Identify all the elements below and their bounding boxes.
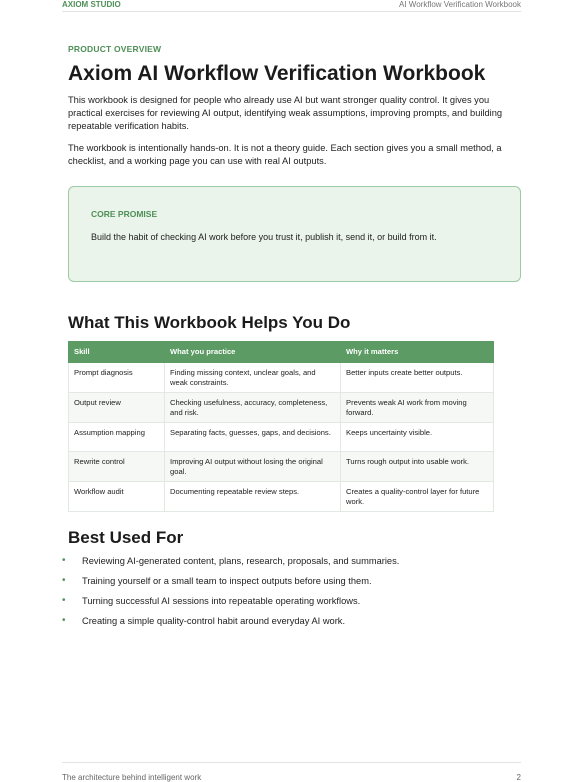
bullet-icon: • [62, 555, 66, 566]
helps-section-title: What This Workbook Helps You Do [68, 313, 351, 332]
table-cell: Output review [69, 393, 165, 423]
list-item [62, 594, 522, 614]
list-item [62, 614, 522, 634]
table-cell: Rewrite control [69, 452, 165, 482]
page-header [62, 0, 521, 12]
list-item-text: Reviewing AI-generated content, plans, research, proposals, and summaries. [82, 556, 400, 566]
table-cell: Creates a quality-control layer for future work. [341, 482, 494, 512]
list-item-text: Creating a simple quality-control habit around everyday AI work. [82, 616, 346, 626]
best-used-section-title: Best Used For [68, 528, 184, 547]
column-header-skill: Skill [69, 342, 165, 363]
table-cell: Workflow audit [69, 482, 165, 512]
table-cell: Checking usefulness, accuracy, completeness, and risk. [165, 393, 341, 423]
skills-table [68, 341, 494, 512]
bullet-icon: • [62, 595, 66, 606]
table-row [69, 393, 494, 423]
core-promise-callout [68, 186, 521, 282]
intro-paragraph-2: The workbook is intentionally hands-on. It is not a theory guide. Each section gives you a small method, a checklist, and a working page you can use with real AI outputs. [68, 143, 502, 166]
footer-tagline: The architecture behind intelligent work [62, 773, 202, 782]
core-promise-label: CORE PROMISE [91, 209, 158, 219]
table-row [69, 423, 494, 452]
table-row [69, 482, 494, 512]
header-document-title: AI Workflow Verification Workbook [399, 0, 521, 9]
page-number: 2 [516, 773, 521, 782]
list-item-text: Training yourself or a small team to inspect outputs before using them. [82, 576, 372, 586]
column-header-practice: What you practice [165, 342, 341, 363]
table-cell: Documenting repeatable review steps. [165, 482, 341, 512]
table-cell: Keeps uncertainty visible. [341, 423, 494, 452]
page-title: Axiom AI Workflow Verification Workbook [68, 62, 486, 85]
table-cell: Assumption mapping [69, 423, 165, 452]
table-cell: Finding missing context, unclear goals, and weak constraints. [165, 363, 341, 393]
column-header-why: Why it matters [341, 342, 494, 363]
list-item [62, 554, 522, 574]
best-used-list [62, 554, 522, 634]
table-header-row [69, 342, 494, 363]
table-cell: Prompt diagnosis [69, 363, 165, 393]
table-cell: Prevents weak AI work from moving forward. [341, 393, 494, 423]
list-item-text: Turning successful AI sessions into repeatable operating workflows. [82, 596, 361, 606]
table-cell: Turns rough output into usable work. [341, 452, 494, 482]
table-row [69, 363, 494, 393]
core-promise-text: Build the habit of checking AI work before you trust it, publish it, send it, or build from it. [91, 232, 437, 242]
table-row [69, 452, 494, 482]
brand-name: AXIOM STUDIO [62, 0, 121, 9]
bullet-icon: • [62, 615, 66, 626]
intro-paragraph-1: This workbook is designed for people who already use AI but want stronger quality control. It gives you practical exercises for reviewing AI output, identifying weak assumptions, improving prompts, and building repeatable verification habits. [68, 95, 503, 131]
list-item [62, 574, 522, 594]
bullet-icon: • [62, 575, 66, 586]
page-footer [62, 762, 521, 781]
table-cell: Separating facts, guesses, gaps, and decisions. [165, 423, 341, 452]
table-cell: Better inputs create better outputs. [341, 363, 494, 393]
section-eyebrow: PRODUCT OVERVIEW [68, 44, 162, 54]
table-cell: Improving AI output without losing the original goal. [165, 452, 341, 482]
